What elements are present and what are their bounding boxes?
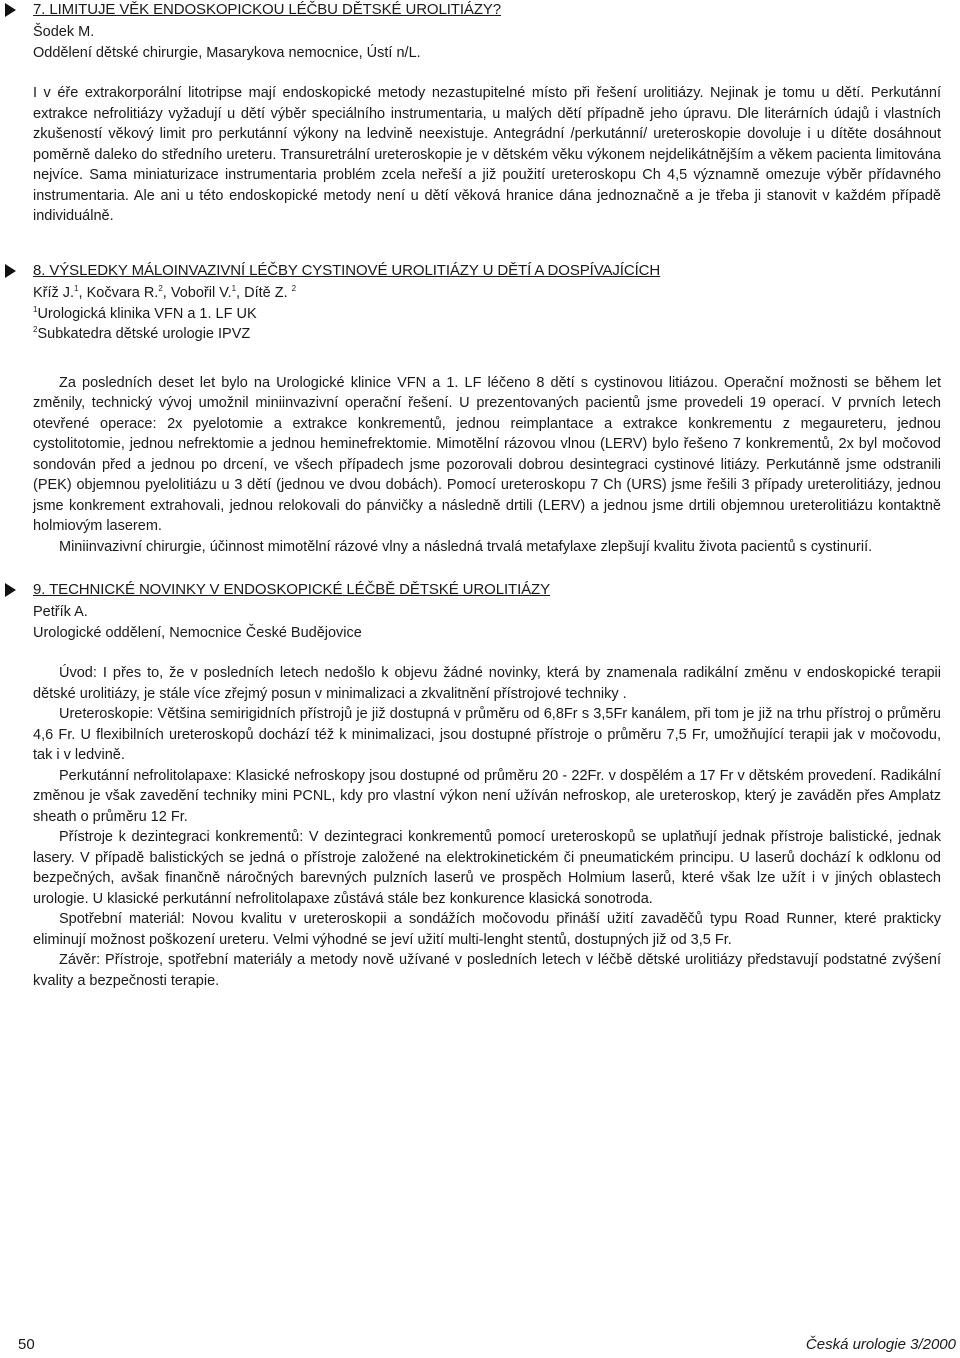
affiliation bbox=[33, 304, 960, 325]
affil-number: 2 bbox=[33, 325, 38, 334]
abstract-8 bbox=[0, 261, 960, 557]
affil-text: Urologická klinika VFN a 1. LF UK bbox=[37, 305, 257, 322]
abstract-paragraph: Závěr: Přístroje, spotřební materiály a metody nově užívané v posledních letech v léčbě dětské urolitiázy představují podstatné zvýšení kvality a bezpečnosti terapie. bbox=[33, 952, 941, 989]
author-affil-ref: 1 bbox=[74, 284, 79, 293]
affiliation bbox=[33, 324, 960, 345]
abstract-heading bbox=[0, 0, 960, 22]
journal-issue: Česká urologie 3/2000 bbox=[805, 1336, 956, 1353]
abstract-heading bbox=[0, 261, 960, 283]
authors: Kříž J.$^1$, Kočvara R.$^2$, Vobořil V.$^1$, Dítě Z. $^2$ bbox=[33, 284, 297, 301]
author-affil-ref: 2 bbox=[291, 284, 297, 293]
affil-number: 1 bbox=[33, 304, 38, 314]
affiliation: Urologické oddělení, Nemocnice České Budějovice bbox=[33, 624, 362, 641]
author-affil-ref: 2 bbox=[158, 284, 163, 293]
affil-text: Subkatedra dětské urologie IPVZ bbox=[37, 326, 251, 342]
abstract-9 bbox=[0, 580, 960, 991]
bullet-arrow-icon bbox=[5, 264, 16, 278]
author-name: Vobořil V. bbox=[170, 285, 232, 301]
abstract-paragraph: Přístroje k dezintegraci konkrementů: V dezintegraci konkrementů pomocí ureteroskopů se uplatňují jednak přístroje balistické, jednak lasery. V případě balistických se jedná o přístroje založené na elektrokinetickém či pneumatickém principu. U laserů dochází k odklonu od bezpečných, avšak finančně náročných barevných pulzních laserů ve prospěch Holmium laserů, které však lze užít i v jiných oblastech urologie. U klasické perkutánní nefrolitolapaxe zůstává stále bez konkurence klasická sonotroda. bbox=[33, 829, 941, 907]
abstract-title: 9. TECHNICKÉ NOVINKY V ENDOSKOPICKÉ LÉČBĚ DĚTSKÉ UROLITIÁZY bbox=[33, 581, 551, 598]
author-name: Dítě Z. bbox=[244, 285, 288, 301]
abstract-title: 7. LIMITUJE VĚK ENDOSKOPICKOU LÉČBU DĚTSKÉ UROLITIÁZY? bbox=[33, 1, 502, 18]
authors: Petřík A. bbox=[33, 604, 88, 620]
author-name: Kočvara R. bbox=[86, 285, 159, 301]
affiliation: Oddělení dětské chirurgie, Masarykova nemocnice, Ústí n/L. bbox=[33, 44, 421, 61]
abstract-paragraph: Perkutánní nefrolitolapaxe: Klasické nefroskopy jsou dostupné od průměru 20 - 22Fr. v dospělém a 17 Fr v dětském provedení. Radikální změnou je však zavedění techniky mini PCNL, kdy pro vlastní výkon není užíván nefroskop, ale ureteroskop, který je zaváděn přes Amplatz sheath o průměru 12 Fr. bbox=[33, 767, 941, 825]
abstract-paragraph: Miniinvazivní chirurgie, účinnost mimotělní rázové vlny a následná trvalá metafylaxe zlepšují kvalitu života pacientů s cystinurií. bbox=[59, 538, 873, 555]
authors: Šodek M. bbox=[33, 24, 95, 40]
abstract-paragraph: Za posledních deset let bylo na Urologické klinice VFN a 1. LF léčeno 8 dětí s cystinovou litiázou. Operační možnosti se během let změnily, technický vývoj umožnil miniinvazivní operační řešení. U prezentovaných pacientů jsme provedeli 19 operací. V prvních letech otevřené operace: 2x pyelotomie a extrakce konkrementů, jednou reimplantace a extrakce konkrementu z megaureteru, jednou cystolitotomie, jednou nefrektomie a jednou heminefrektomie. Mimotělní rázovou vlnou (LERV) bylo řešeno 7 konkrementů, 2x byl močovod sondován před a jednou po drcení, ve všech případech jsme pozorovali dobrou desintegraci cystinové litiázy. Perkutánně jsme odstranili (PEK) objemnou pyelolitiázu u 3 dětí (jednou ve dvou dobách). Pomocí ureteroskopu 7 Ch (URS) jsme řešili 3 případy ureterolitiázy, jednou jsme konkrement extrahovali, jednou relokovali do pánvičky a následně drtili (LERV) a jednou jsme drtili objemnou ureterolitiázu kontaktně holmiovým laserem. bbox=[33, 374, 941, 534]
bullet-arrow-icon bbox=[5, 3, 16, 17]
abstract-7 bbox=[0, 0, 960, 227]
author-affil-ref: 1 bbox=[231, 284, 237, 293]
abstract-title: 8. VÝSLEDKY MÁLOINVAZIVNÍ LÉČBY CYSTINOVÉ UROLITIÁZY U DĚTÍ A DOSPÍVAJÍCÍCH bbox=[33, 262, 661, 279]
abstract-paragraph: I v éře extrakorporální litotripse mají endoskopické metody nezastupitelné místo při řešení urolitiázy. Nejinak je tomu u dětí. Perkutánní extrakce nefrolitiázy vyžadují u dětí výběr speciálního instrumentaria, u malých dětí případně jeho úpravu. Dle literárních údajů i vlastních zkušeností věkový limit pro perkutánní výkony na ledvině neexistuje. Antegrádní /perkutánní/ ureteroskopie dovoluje i u dítěte dosáhnout poměrně daleko do středního ureteru. Transuretrální ureteroskopie je v dětském věku výkonem nejdelikátnějším a věkem pacienta limitována nejvíce. Sama miniaturizace instrumentaria problém zcela neřeší a již použití ureteroskopu Ch 4,5 významně omezuje výběr přídavného instrumentaria. Ale ani u této endoskopické metody není u dětí věková hranice dána jednoznačně a je třeba ji stanovit v každém případě individuálně. bbox=[33, 85, 941, 224]
author-name: Kříž J. bbox=[33, 285, 75, 301]
abstract-paragraph: Spotřební materiál: Novou kvalitu v ureteroskopii a sondážích močovodu přináší užití zavaděčů typu Road Runner, které prakticky eliminují možnost poškození ureteru. Velmi výhodné se jeví užití multi-lenght stentů, dostupných již od 3,5 Fr. bbox=[33, 911, 941, 948]
page-number: 50 bbox=[18, 1336, 35, 1353]
bullet-arrow-icon bbox=[5, 583, 16, 597]
abstract-paragraph: Úvod: I přes to, že v posledních letech nedošlo k objevu žádné novinky, která by znamenala radikální změnu v endoskopické terapii dětské urolitiázy, je stále více zřejmý posun v minimalizaci a zkvalitnění přístrojové techniky . bbox=[33, 665, 941, 702]
abstract-paragraph: Ureteroskopie: Většina semirigidních přístrojů je již dostupná v průměru od 6,8Fr s 3,5Fr kanálem, při tom je již na trhu přístroj o průměru 4,6 Fr. U flexibilních ureteroskopů dochází též k minimalizaci, jsou dostupné přístroje o průměru 7,5 Fr, umožňující terapii jak v močovodu, tak i v ledvině. bbox=[33, 706, 941, 763]
abstract-heading bbox=[0, 580, 960, 602]
